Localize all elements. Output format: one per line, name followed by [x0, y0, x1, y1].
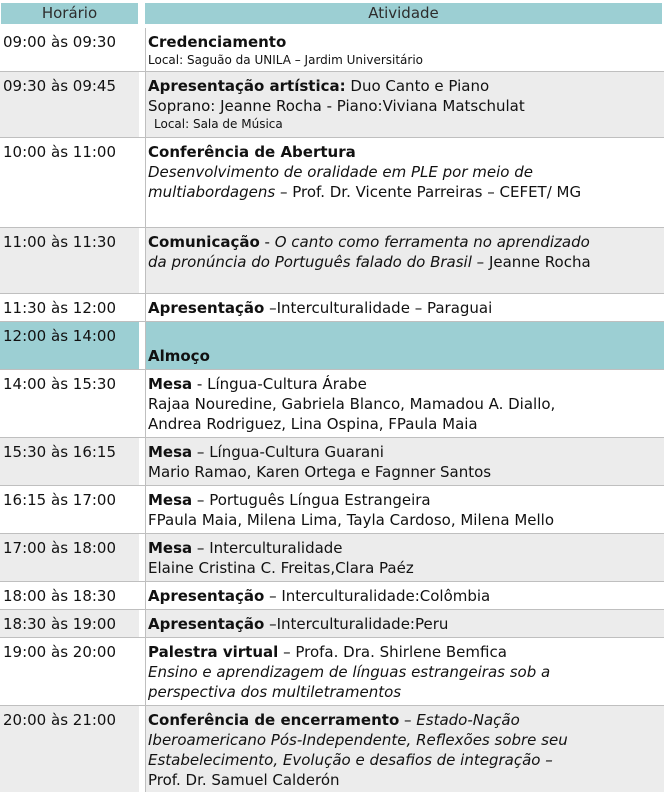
talk-title-line1: Desenvolvimento de oralidade em PLE por meio de	[148, 163, 533, 181]
activity-title: Apresentação	[148, 299, 265, 317]
activity-title: Comunicação	[148, 233, 260, 251]
table-row	[0, 370, 664, 438]
table-row	[0, 138, 664, 228]
activity-cell	[145, 610, 664, 637]
location-text: Local: Saguão da UNILA – Jardim Universitário	[148, 53, 424, 67]
activity-detail: – Interculturalidade	[192, 539, 343, 557]
activity-title: Mesa	[148, 375, 193, 393]
talk-title-line1: Iberoamericano Pós-Independente, Reflexões sobre seu	[148, 731, 568, 749]
time-cell: 15:30 às 16:15	[0, 438, 139, 485]
time-cell: 11:00 às 11:30	[0, 228, 139, 293]
activity-title: Conferência de Abertura	[148, 143, 356, 161]
time-cell: 14:00 às 15:30	[3, 375, 116, 393]
table-row	[0, 438, 664, 486]
time-cell: 17:00 às 18:00	[0, 534, 139, 581]
speaker-text: – Prof. Dr. Vicente Parreiras – CEFET/ MG	[275, 183, 582, 201]
time-cell: 10:00 às 11:00	[3, 143, 116, 161]
activity-title: Apresentação artística:	[148, 77, 346, 95]
performers-text: Soprano: Jeanne Rocha - Piano:Viviana Matschulat	[148, 97, 525, 115]
talk-title-line2: Estabelecimento, Evolução e desafios de integração –	[148, 751, 553, 769]
activity-subtitle: Duo Canto e Piano	[345, 77, 490, 95]
table-row-lunch	[0, 322, 664, 370]
activity-cell	[145, 582, 664, 609]
table-row	[0, 228, 664, 294]
activity-cell	[145, 534, 664, 581]
speaker-text: Prof. Dr. Samuel Calderón	[148, 771, 340, 789]
time-cell: 19:00 às 20:00	[3, 643, 116, 661]
time-cell: 09:00 às 09:30	[3, 33, 116, 51]
participants-line1: Elaine Cristina C. Freitas,Clara Paéz	[148, 559, 414, 577]
separator: -	[259, 233, 275, 251]
activity-detail: - Língua-Cultura Árabe	[192, 375, 367, 393]
activity-cell	[145, 706, 664, 792]
speaker-text: – Jeanne Rocha	[471, 253, 591, 271]
activity-title: Apresentação	[148, 615, 265, 633]
activity-cell	[145, 322, 664, 369]
activity-title: Mesa	[148, 443, 193, 461]
activity-detail: –Interculturalidade – Paraguai	[264, 299, 493, 317]
participants-line1: FPaula Maia, Milena Lima, Tayla Cardoso, Milena Mello	[148, 511, 555, 529]
table-row	[0, 72, 664, 138]
activity-cell	[145, 370, 664, 437]
activity-title: Almoço	[148, 347, 210, 365]
time-cell: 20:00 às 21:00	[0, 706, 139, 792]
talk-title-line1: O canto como ferramenta no aprendizado	[274, 233, 590, 251]
time-cell: 18:30 às 19:00	[0, 610, 139, 637]
activity-cell	[145, 438, 664, 485]
activity-cell	[145, 638, 664, 705]
activity-detail: – Língua-Cultura Guarani	[192, 443, 384, 461]
activity-cell	[145, 294, 664, 321]
table-row	[0, 534, 664, 582]
activity-cell	[145, 486, 664, 533]
activity-detail: –Interculturalidade:Peru	[264, 615, 449, 633]
activity-cell	[145, 28, 664, 71]
talk-title-line1: Ensino e aprendizagem de línguas estrangeiras sob a	[148, 663, 551, 681]
table-row	[0, 486, 664, 534]
participants-line1: Mario Ramao, Karen Ortega e Fagnner Santos	[148, 463, 492, 481]
time-cell: 18:00 às 18:30	[3, 587, 116, 605]
activity-title: Apresentação	[148, 587, 265, 605]
activity-title: Conferência de encerramento	[148, 711, 400, 729]
activity-title: Mesa	[148, 491, 193, 509]
table-row	[0, 706, 664, 792]
activity-detail: – Interculturalidade:Colômbia	[264, 587, 491, 605]
activity-title: Credenciamento	[148, 33, 287, 51]
talk-title-line0: Estado-Nação	[416, 711, 520, 729]
talk-title-line2: multiabordagens	[148, 183, 276, 201]
time-cell: 12:00 às 14:00	[0, 322, 139, 369]
participants-line1: Rajaa Nouredine, Gabriela Blanco, Mamadou A. Diallo,	[148, 395, 556, 413]
table-row	[0, 28, 664, 72]
participants-line2: Andrea Rodriguez, Lina Ospina, FPaula Maia	[148, 415, 478, 433]
activity-title: Palestra virtual	[148, 643, 279, 661]
talk-title-line2: perspectiva dos multiletramentos	[148, 683, 402, 701]
table-row	[0, 638, 664, 706]
time-cell: 16:15 às 17:00	[3, 491, 116, 509]
location-text: Local: Sala de Música	[154, 117, 283, 131]
activity-cell	[145, 138, 664, 227]
header-time: Horário	[1, 3, 138, 24]
table-row	[0, 294, 664, 322]
talk-title-line2: da pronúncia do Português falado do Brasil	[148, 253, 472, 271]
activity-title: Mesa	[148, 539, 193, 557]
time-cell: 09:30 às 09:45	[0, 72, 139, 137]
activity-cell	[145, 228, 664, 293]
activity-detail: – Português Língua Estrangeira	[192, 491, 431, 509]
separator: –	[399, 711, 417, 729]
time-cell: 11:30 às 12:00	[3, 299, 116, 317]
speaker-text: – Profa. Dra. Shirlene Bemfica	[278, 643, 507, 661]
activity-cell	[145, 72, 664, 137]
table-row	[0, 610, 664, 638]
header-activity: Atividade	[145, 3, 662, 24]
table-row	[0, 582, 664, 610]
